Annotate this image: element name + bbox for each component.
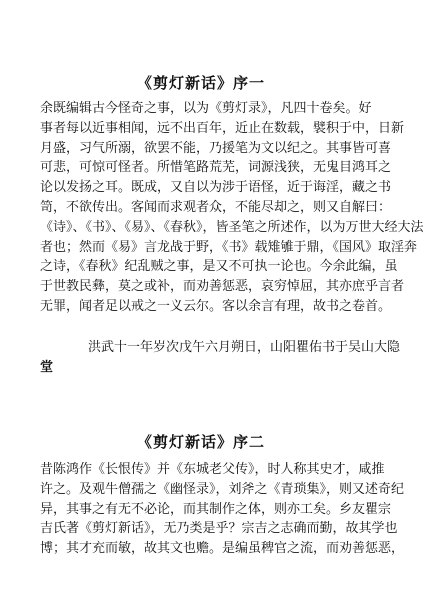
- text-line: 月盛，习气所溺，欲罢不能，乃援笔为文以纪之。其事皆可喜: [40, 140, 392, 156]
- preface-two-title: 《剪灯新话》序二: [136, 433, 265, 451]
- text-line: 无罪，闻者足以戒之一义云尔。客以余言有理，故书之卷首。: [40, 298, 392, 314]
- text-line: 可悲，可惊可怪者。所惜笔路荒芜，词源浅狭，无鬼目鸿耳之: [40, 160, 392, 176]
- text-line: 事者每以近事相闻，远不出百年，近止在数载，襞积于中，日新: [40, 120, 405, 136]
- preface-one-body: [40, 99, 424, 317]
- text-line: 论以发扬之耳。既成，又自以为涉于语怪，近于诲淫，藏之书: [40, 180, 392, 196]
- text-line: 许之。及观牛僧孺之《幽怪录》，刘斧之《青琐集》，则又述奇纪: [40, 481, 405, 497]
- preface-one-title: 《剪灯新话》序一: [136, 74, 265, 92]
- preface-one-signature: [40, 338, 400, 378]
- text-line: 异，其事之有无不必论，而其制作之体，则亦工矣。乡友瞿宗: [40, 501, 392, 517]
- text-line: 博；其才充而敏，故其文也赡。是编虽稗官之流，而劝善惩恶，: [40, 541, 405, 557]
- text-line: 者也；然而《易》言龙战于野，《书》载雉雊于鼎，《国风》取淫奔: [40, 239, 418, 255]
- text-line: 《诗》、《书》、《易》、《春秋》，皆圣笔之所述作，以为万世大经大法: [40, 219, 424, 235]
- text-line: 吉氏著《剪灯新话》，无乃类是乎？宗吉之志确而勤，故其学也: [40, 521, 398, 537]
- signature-line: 堂: [40, 359, 54, 375]
- text-line: 之诗，《春秋》纪乱贼之事，是又不可执一论也。今余此编，虽: [40, 259, 398, 275]
- text-line: 昔陈鸿作《长恨传》并《东城老父传》，时人称其史才，咸推: [40, 462, 385, 477]
- text-line: 于世教民彝，莫之或补，而劝善惩恶，哀穷悼屈，其亦庶乎言者: [40, 279, 405, 295]
- text-line: 余既编辑古今怪奇之事，以为《剪灯录》，凡四十卷矣。好: [40, 101, 372, 116]
- text-line: 笥，不欲传出。客闻而求观者众，不能尽却之，则又自解曰：: [40, 199, 392, 215]
- preface-two-body: [40, 460, 405, 559]
- signature-line: 洪武十一年岁次戊午六月朔日，山阳瞿佑书于吴山大隐: [88, 340, 401, 355]
